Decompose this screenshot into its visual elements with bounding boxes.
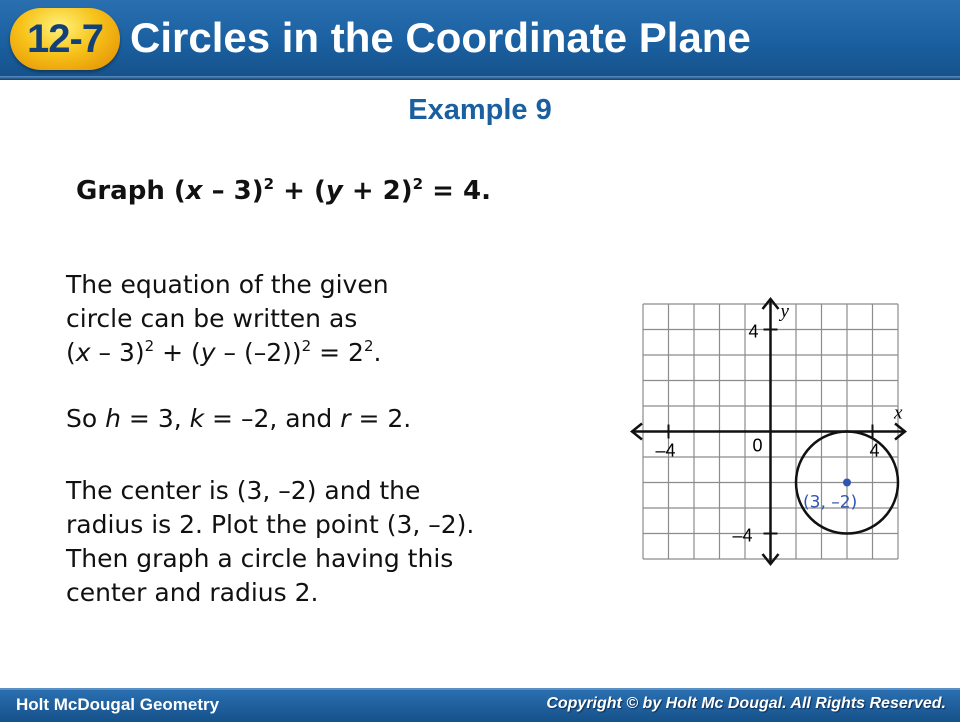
publisher-label: Holt McDougal Geometry	[16, 695, 220, 714]
axes	[632, 299, 905, 564]
graph-prompt	[76, 176, 491, 206]
text-line: Then graph a circle having this	[66, 544, 454, 573]
tick-label-y-4: 4	[748, 321, 759, 342]
eq-var-y: y	[200, 338, 216, 367]
var-k: k	[189, 404, 205, 433]
prompt-var-x: x	[185, 176, 203, 206]
prompt-part: = 4.	[423, 176, 491, 206]
prompt-part: – 3)	[202, 176, 264, 206]
copyright-notice: Copyright © by Holt Mc Dougal. All Rights Reserved.	[546, 695, 946, 712]
tick-label-x-neg4: –4	[655, 440, 676, 461]
prompt-part: + 2)	[342, 176, 413, 206]
y-axis-label: y	[780, 301, 789, 322]
text-line: The equation of the given	[66, 270, 389, 299]
prompt-exponent: 2	[263, 175, 275, 193]
example-heading: Example 9	[408, 94, 552, 126]
eq-part: .	[373, 338, 382, 367]
tick-label-y-neg4: –4	[732, 525, 753, 546]
tick-label-x-4: 4	[869, 440, 880, 461]
equation-paragraph	[66, 268, 389, 370]
center-point-label: (3, –2)	[803, 492, 858, 513]
tick-label-origin: 0	[752, 435, 763, 456]
equation-line	[66, 336, 389, 370]
eq-exponent: 2	[301, 337, 312, 355]
prompt-exponent: 2	[412, 175, 424, 193]
footer-bar	[0, 688, 960, 722]
eq-exponent: 2	[144, 337, 155, 355]
eq-exponent: 2	[363, 337, 374, 355]
eq-part: – 3)	[90, 338, 145, 367]
text-part: So	[66, 404, 106, 433]
lesson-number: 12-7	[26, 16, 104, 61]
center-point	[843, 479, 851, 487]
explanation-paragraph	[66, 474, 474, 610]
text-line: circle can be written as	[66, 304, 358, 333]
text-part: = 3,	[120, 404, 190, 433]
text-part: = –2, and	[204, 404, 341, 433]
coordinate-graph	[630, 298, 903, 560]
prompt-part: + (	[274, 176, 326, 206]
lesson-badge	[10, 8, 120, 70]
values-paragraph	[66, 402, 411, 436]
text-line: radius is 2. Plot the point (3, –2).	[66, 510, 475, 539]
eq-part: + (	[154, 338, 201, 367]
var-r: r	[340, 404, 351, 433]
prompt-part: Graph (	[76, 176, 186, 206]
eq-part: – (–2))	[215, 338, 302, 367]
text-part: = 2.	[350, 404, 412, 433]
var-h: h	[105, 404, 121, 433]
eq-part: (	[66, 338, 76, 367]
text-line: center and radius 2.	[66, 578, 319, 607]
prompt-var-y: y	[325, 176, 343, 206]
header-bar	[0, 0, 960, 80]
page-title: Circles in the Coordinate Plane	[130, 14, 751, 61]
x-axis-label: x	[894, 402, 903, 424]
text-line: The center is (3, –2) and the	[66, 476, 421, 505]
eq-var-x: x	[75, 338, 91, 367]
eq-part: = 2	[311, 338, 364, 367]
